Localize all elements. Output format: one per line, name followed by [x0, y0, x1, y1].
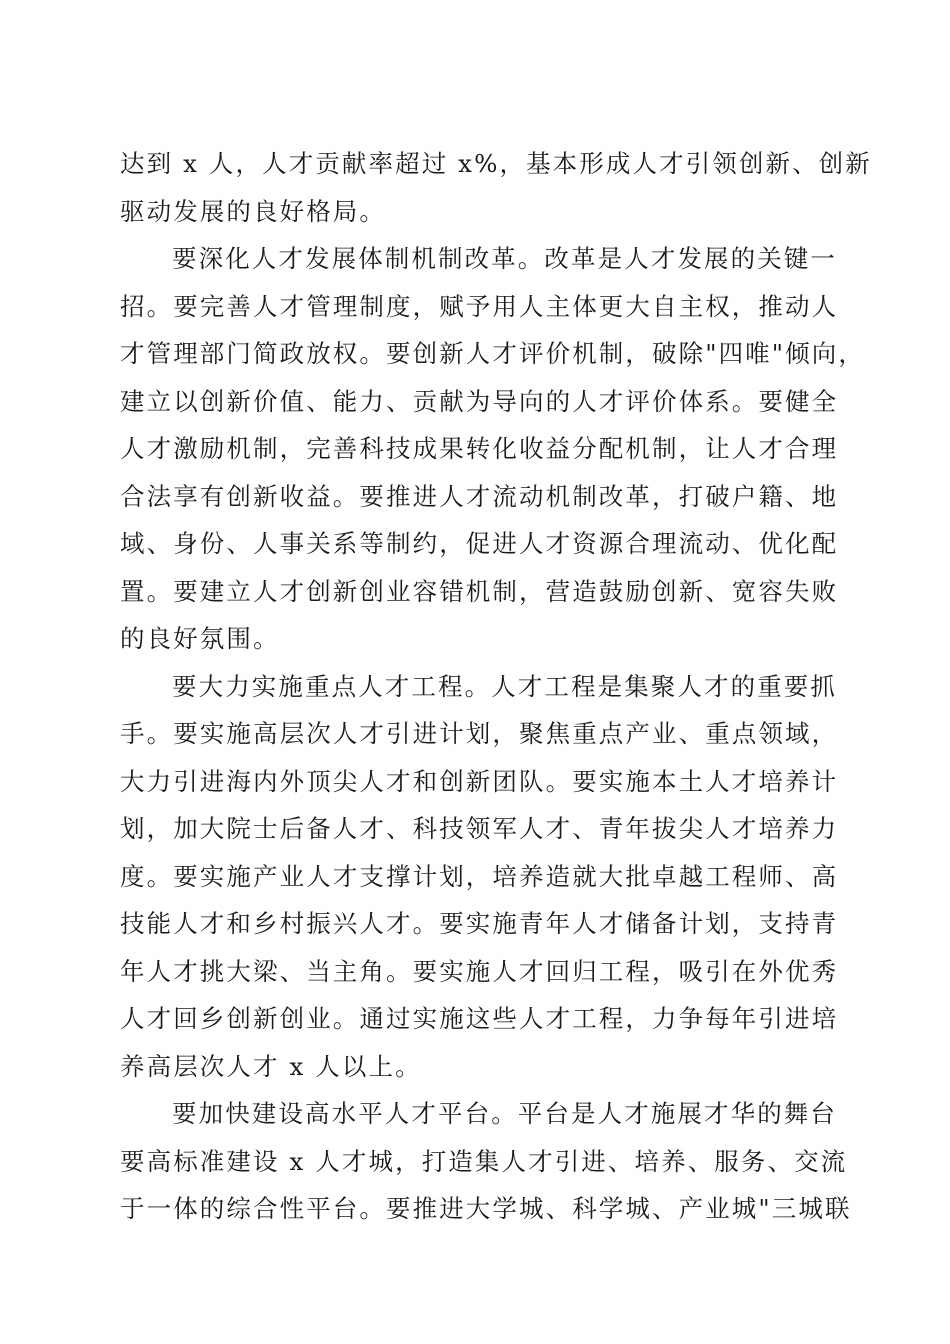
text-line: 要深化人才发展体制机制改革。改革是人才发展的关键一	[172, 244, 837, 273]
paragraph-3	[120, 663, 839, 1091]
paragraph-4	[120, 1090, 852, 1233]
text-line: 人才激励机制，完善科技成果转化收益分配机制，让人才合理	[120, 434, 839, 463]
text-line: 手。要实施高层次人才引进计划，聚焦重点产业、重点领域，	[120, 719, 839, 748]
text-line: 要高标准建设 x 人才城，打造集人才引进、培养、服务、交流	[120, 1146, 848, 1176]
text-line: 招。要完善人才管理制度，赋予用人主体更大自主权，推动人	[120, 291, 839, 321]
text-line: 大力引进海内外顶尖人才和创新团队。要实施本土人才培养计	[120, 766, 839, 796]
text-line: 技能人才和乡村振兴人才。要实施青年人才储备计划，支持青	[120, 909, 839, 938]
text-line: 合法享有创新收益。要推进人才流动机制改革，打破户籍、地	[120, 481, 839, 511]
text-line: 要加快建设高水平人才平台。平台是人才施展才华的舞台	[172, 1099, 837, 1128]
text-line: 年人才挑大梁、当主角。要实施人才回归工程，吸引在外优秀	[120, 956, 839, 986]
text-line: 置。要建立人才创新创业容错机制，营造鼓励创新、宽容失败	[120, 576, 839, 606]
text-line: 建立以创新价值、能力、贡献为导向的人才评价体系。要健全	[120, 386, 839, 416]
text-line: 域、身份、人事关系等制约，促进人才资源合理流动、优化配	[120, 529, 839, 558]
text-line: 驱动发展的良好格局。	[120, 196, 386, 226]
text-line: 养高层次人才 x 人以上。	[120, 1051, 422, 1081]
text-line: 达到 x 人，人才贡献率超过 x%，基本形成人才引领创新、创新	[120, 149, 872, 178]
text-line: 人才回乡创新创业。通过实施这些人才工程，力争每年引进培	[120, 1004, 839, 1033]
text-line: 划，加大院士后备人才、科技领军人才、青年拔尖人才培养力	[120, 814, 839, 843]
document-body	[120, 140, 872, 1233]
text-line: 度。要实施产业人才支撑计划，培养造就大批卓越工程师、高	[120, 861, 839, 891]
text-line: 于一体的综合性平台。要推进大学城、科学城、产业城"三城联	[120, 1194, 852, 1223]
text-line: 才管理部门简政放权。要创新人才评价机制，破除"四唯"倾向，	[120, 339, 865, 368]
paragraph-2	[120, 235, 865, 663]
text-line: 的良好氛围。	[120, 624, 280, 653]
text-line: 要大力实施重点人才工程。人才工程是集聚人才的重要抓	[172, 671, 837, 701]
paragraph-1	[120, 140, 872, 235]
